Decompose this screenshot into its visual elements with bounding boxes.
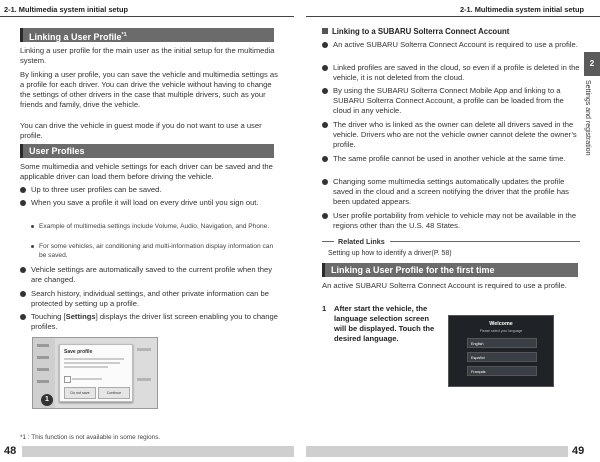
bullet-item: Linked profiles are saved in the cloud, so even if a profile is deleted in the vehicle, it is not deleted from the cloud. xyxy=(322,63,580,83)
bullet-item: Up to three user profiles can be saved. xyxy=(20,185,278,195)
related-links-title: Related Links xyxy=(338,237,385,246)
checkbox-label-line xyxy=(72,378,102,380)
footnote-marker: *1 xyxy=(121,32,127,38)
bullet-dot xyxy=(322,42,328,48)
callout-marker: 1 xyxy=(41,394,53,406)
step-text: After start the vehicle, the language selection screen will be displayed. Touch the desired language. xyxy=(334,304,435,343)
para-intro: Linking a user profile for the main user as the initial setup for the multimedia system. xyxy=(20,46,275,65)
language-selection-screenshot xyxy=(448,315,554,387)
welcome-subtitle: Please select your language xyxy=(479,329,523,333)
step-number: 1 xyxy=(322,304,327,313)
welcome-title: Welcome xyxy=(489,321,513,327)
do-not-save-button[interactable]: Do not save xyxy=(64,387,96,399)
bullet-item: The same profile cannot be used in another vehicle at the same time. xyxy=(322,154,580,164)
dialog-title: Save profile xyxy=(64,349,93,355)
bullet-item: When you save a profile it will load on every drive until you sign out. xyxy=(20,198,278,208)
section-linking-user-profile xyxy=(20,28,274,42)
bullet-dot xyxy=(322,88,328,94)
section-title: Linking a User Profile for the first time xyxy=(331,265,495,275)
bullet-dot xyxy=(20,200,26,206)
related-link[interactable]: Setting up how to identify a driver(P. 58) xyxy=(328,250,452,257)
bullet-item: An active SUBARU Solterra Connect Account is required to use a profile. xyxy=(322,40,580,50)
bullet-item: Vehicle settings are automatically saved to the current profile when they are changed. xyxy=(20,265,278,285)
sidebar-line xyxy=(37,344,49,347)
section-title: Linking a User Profile xyxy=(29,32,122,42)
section-title: User Profiles xyxy=(29,146,85,156)
sidebar-line xyxy=(37,356,49,359)
language-option-french[interactable]: Français xyxy=(467,366,537,376)
bullet-dot xyxy=(322,179,328,185)
screen-line xyxy=(137,348,151,351)
screen-line xyxy=(137,378,151,381)
section-bar xyxy=(322,263,325,277)
para-benefits: By linking a user profile, you can save the vehicle and multimedia settings as a profile for each driver. You can drive the vehicle without having to change the settings of other drivers in the case that multiple drivers, such as your friends and family, drive the vehicle. xyxy=(20,70,278,109)
bullet-item: Changing some multimedia settings automatically updates the profile saved in the cloud and a screen notifying the driver that the profile has been updated appears. xyxy=(322,177,580,207)
bullet-dot xyxy=(20,291,26,297)
bullet-dot xyxy=(322,65,328,71)
bullet-item-touch-settings: Touching [Settings] displays the driver list screen enabling you to change profiles. xyxy=(20,312,278,332)
right-running-header: 2-1. Multimedia system initial setup xyxy=(459,5,584,14)
bullet-item: User profile portability from vehicle to vehicle may not be available in the regions other than the U.S. 48 States. xyxy=(322,211,580,231)
left-footer-bar xyxy=(22,446,294,457)
right-page xyxy=(300,0,600,462)
sub-bullet-dot xyxy=(31,245,34,248)
right-page-number: 49 xyxy=(572,445,585,457)
chapter-tab: 2 xyxy=(584,52,600,76)
left-page-number: 48 xyxy=(4,445,17,457)
chapter-tab-label: Settings and registration xyxy=(584,80,591,156)
subheading-connect-account: Linking to a SUBARU Solterra Connect Account xyxy=(322,27,509,36)
sidebar-line xyxy=(37,368,49,371)
footnote: *1 : This function is not available in some regions. xyxy=(20,434,161,441)
checkbox[interactable] xyxy=(64,376,71,383)
language-option-spanish[interactable]: Español xyxy=(467,352,537,362)
related-rule-left xyxy=(322,241,334,242)
bullet-dot xyxy=(20,187,26,193)
left-header-rule xyxy=(0,16,294,17)
bullet-dot xyxy=(322,122,328,128)
sub-bullet-dot xyxy=(31,225,34,228)
save-profile-dialog xyxy=(59,344,133,402)
right-header-rule xyxy=(306,16,600,17)
dialog-text-line xyxy=(64,366,108,368)
section-linking-first-time xyxy=(322,263,578,277)
save-profile-screenshot xyxy=(32,337,158,409)
right-footer-bar xyxy=(306,446,568,457)
para-account-required: An active SUBARU Solterra Connect Account is required to use a profile. xyxy=(322,281,567,290)
section-bar xyxy=(20,28,23,42)
sub-bullet-item: For some vehicles, air conditioning and multi-information display information can be saved. xyxy=(31,242,278,260)
bullet-dot xyxy=(322,156,328,162)
left-running-header: 2-1. Multimedia system initial setup xyxy=(4,5,129,14)
bullet-dot xyxy=(20,314,26,320)
sub-bullet-item: Example of multimedia settings include Volume, Audio, Navigation, and Phone. xyxy=(31,222,278,231)
dialog-text-line xyxy=(64,362,120,364)
language-option-english[interactable]: English xyxy=(467,338,537,348)
bullet-dot xyxy=(322,213,328,219)
dialog-text-line xyxy=(64,358,124,360)
bullet-dot xyxy=(20,267,26,273)
square-bullet-icon xyxy=(322,28,328,34)
para-guest-mode: You can drive the vehicle in guest mode if you do not want to use a user profile. xyxy=(20,121,262,140)
bullet-item: The driver who is linked as the owner can delete all drivers saved in the vehicle. Drivers who are not the vehicle owner cannot delete the owner’s profile. xyxy=(322,120,580,150)
bullet-item: By using the SUBARU Solterra Connect Mobile App and linking to a SUBARU Solterra Connect Account, a profile can be loaded from the cloud in any vehicle. xyxy=(322,86,580,116)
settings-keyword: Settings xyxy=(65,312,96,321)
section-user-profiles xyxy=(20,144,274,158)
para-user-profiles: Some multimedia and vehicle settings for each driver can be saved and the applicable driver can load them before driving the vehicle. xyxy=(20,162,273,181)
bullet-item: Search history, individual settings, and other private information can be protected by setting up a profile. xyxy=(20,289,278,309)
sidebar-line xyxy=(37,380,49,383)
related-rule-right xyxy=(390,241,580,242)
section-bar xyxy=(20,144,23,158)
continue-button[interactable]: Continue xyxy=(98,387,130,399)
